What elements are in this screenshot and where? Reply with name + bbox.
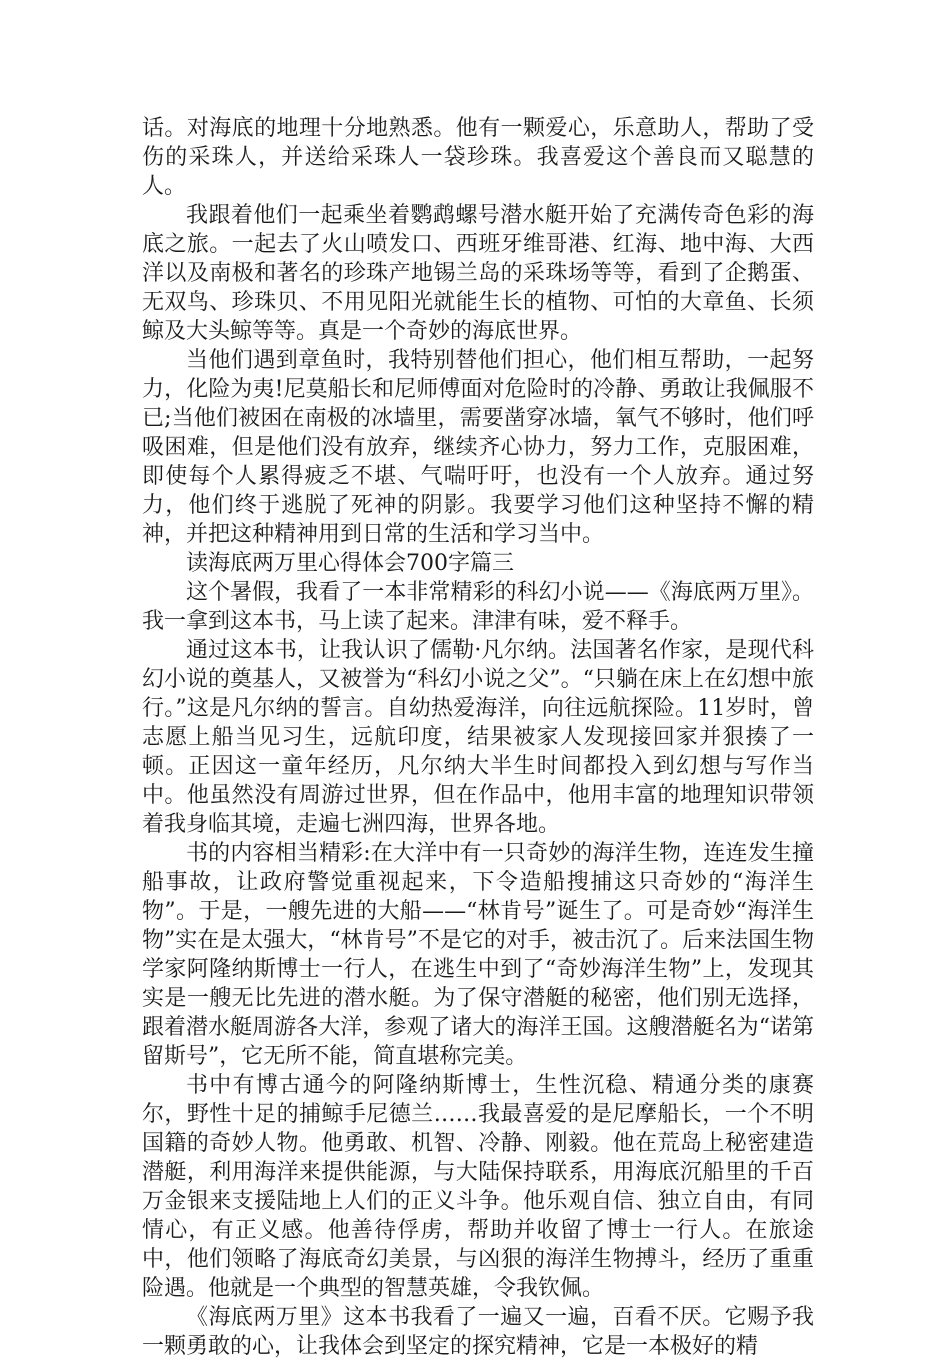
paragraph-author: 通过这本书，让我认识了儒勒·凡尔纳。法国著名作家，是现代科幻小说的奠基人，又被誉为“科幻小说之父”。“只躺在床上在幻想中旅行。”这是凡尔纳的誓言。自幼热爱海洋，向往远航探险。11岁时，曾志愿上船当见习生，远航印度，结果被家人发现接回家并狠揍了一顿。正因这一童年经历，凡尔纳大半生时间都投入到幻想与写作当中。他虽然没有周游过世界，但在作品中，他用丰富的地理知识带领着我身临其境，走遍七洲四海，世界各地。 <box>142 638 814 837</box>
paragraph-plot: 书的内容相当精彩:在大洋中有一只奇妙的海洋生物，连连发生撞船事故，让政府警觉重视起来，下令造船搜捕这只奇妙的“海洋生物”。于是，一艘先进的大船——“林肯号”诞生了。可是奇妙“海洋生物”实在是太强大，“林肯号”不是它的对手，被击沉了。后来法国生物学家阿隆纳斯博士一行人，在逃生中到了“奇妙海洋生物”上，发现其实是一艘无比先进的潜水艇。为了保守潜艇的秘密，他们别无选择，跟着潜水艇周游各大洋，参观了诸大的海洋王国。这艘潜艇名为“诺第留斯号”，它无所不能，简直堪称完美。 <box>142 841 814 1069</box>
paragraph-conclusion: 《海底两万里》这本书我看了一遍又一遍，百看不厌。它赐予我一颗勇敢的心，让我体会到坚定的探究精神，它是一本极好的精 <box>142 1305 814 1359</box>
paragraph-continuation: 话。对海底的地理十分地熟悉。他有一颗爱心，乐意助人，帮助了受伤的采珠人，并送给采珠人一袋珍珠。我喜爱这个善良而又聪慧的人。 <box>142 116 814 199</box>
paragraph-voyage: 我跟着他们一起乘坐着鹦鹉螺号潜水艇开始了充满传奇色彩的海底之旅。一起去了火山喷发口、西班牙维哥港、红海、地中海、大西洋以及南极和著名的珍珠产地锡兰岛的采珠场等等，看到了企鹅蛋、无双鸟、珍珠贝、不用见阳光就能生长的植物、可怕的大章鱼、长须鲸及大头鲸等等。真是一个奇妙的海底世界。 <box>142 203 814 344</box>
section-heading: 读海底两万里心得体会700字篇三 <box>186 551 514 576</box>
paragraph-intro: 这个暑假，我看了一本非常精彩的科幻小说——《海底两万里》。我一拿到这本书，马上读了起来。津津有味，爱不释手。 <box>142 580 814 634</box>
document-page <box>142 114 814 1361</box>
paragraph-characters: 书中有博古通今的阿隆纳斯博士，生性沉稳、精通分类的康赛尔，野性十足的捕鲸手尼德兰……我最喜爱的是尼摩船长，一个不明国籍的奇妙人物。他勇敢、机智、冷静、刚毅。他在荒岛上秘密建造潜艇，利用海洋来提供能源，与大陆保持联系，用海底沉船里的千百万金银来支援陆地上人们的正义斗争。他乐观自信、独立自由，有同情心，有正义感。他善待俘虏，帮助并收留了博士一行人。在旅途中，他们领略了海底奇幻美景，与凶狠的海洋生物搏斗，经历了重重险遇。他就是一个典型的智慧英雄，令我钦佩。 <box>142 1073 814 1301</box>
paragraph-octopus: 当他们遇到章鱼时，我特别替他们担心，他们相互帮助，一起努力，化险为夷!尼莫船长和尼师傅面对危险时的冷静、勇敢让我佩服不已;当他们被困在南极的冰墙里，需要凿穿冰墙，氧气不够时，他们呼吸困难，但是他们没有放弃，继续齐心协力，努力工作，克服困难，即使每个人累得疲乏不堪、气喘吁吁，也没有一个人放弃。通过努力，他们终于逃脱了死神的阴影。我要学习他们这种坚持不懈的精神，并把这种精神用到日常的生活和学习当中。 <box>142 348 814 547</box>
